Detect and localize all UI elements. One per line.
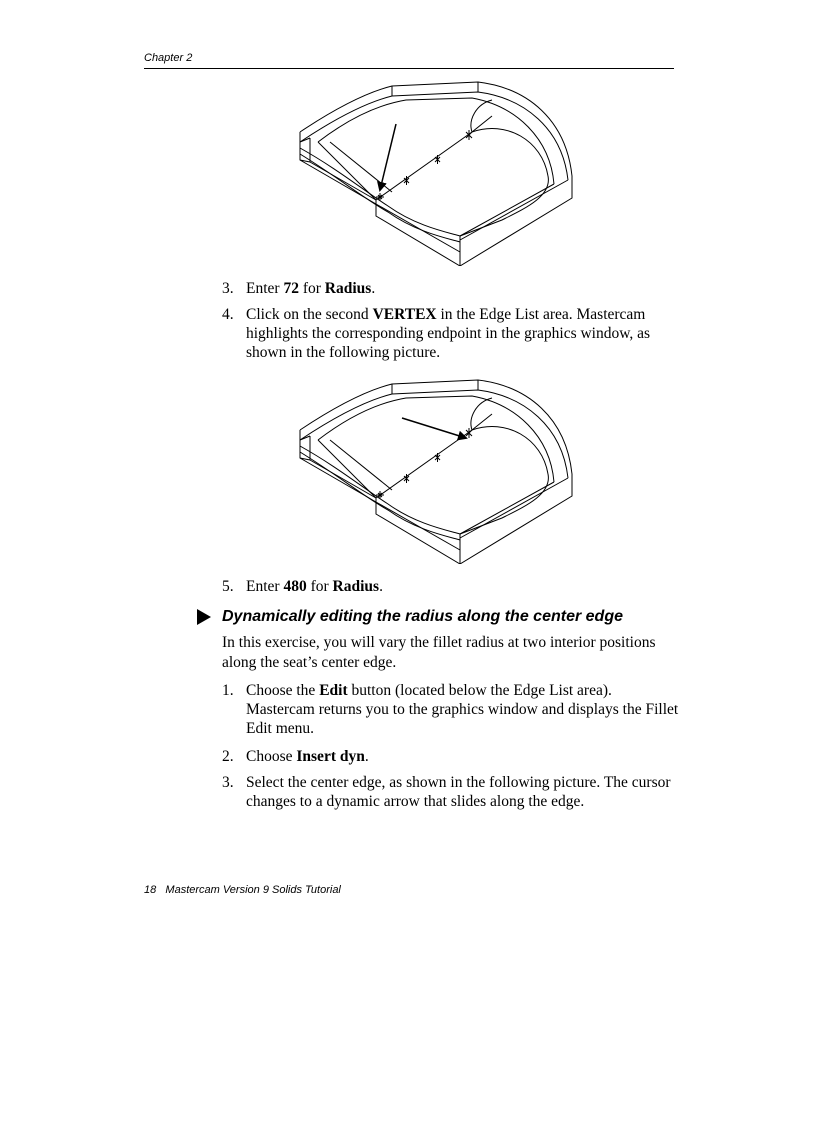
seat-solid-drawing [296,80,576,266]
figure-seat-vertex-1 [296,80,576,266]
chapter-label: Chapter 2 [144,52,193,64]
running-header [144,52,674,69]
step-text: Choose the Edit button (located below the Edge List area). Mastercam returns you to the graphics window and displays the Fillet Edit menu. [246,682,679,737]
step-choose-insert-dyn [222,747,682,767]
step-number: 2. [222,748,234,765]
step-number: 1. [222,682,234,699]
step-enter-radius-72 [222,279,682,299]
step-number: 3. [222,774,234,791]
procedure-intro: In this exercise, you will vary the fillet radius at two interior positions along the seat’s center edge. [222,634,656,671]
step-text: Enter 480 for Radius. [246,578,383,595]
page-number: 18 [144,884,157,896]
step-number: 5. [222,578,234,595]
procedure-heading [196,606,716,630]
running-footer [144,884,341,896]
procedure-title: Dynamically editing the radius along the center edge [222,608,623,625]
step-text: Choose Insert dyn. [246,748,369,765]
step-select-center-edge [222,773,682,813]
step-text: Click on the second VERTEX in the Edge List area. Mastercam highlights the corresponding endpoint in the graphics window, as shown in the following picture. [246,306,651,361]
step-text: Enter 72 for Radius. [246,280,376,297]
book-title: Mastercam Version 9 Solids Tutorial [165,884,341,896]
step-number: 4. [222,306,234,323]
step-text: Select the center edge, as shown in the following picture. The cursor changes to a dynamic arrow that slides along the edge. [246,774,671,810]
seat-solid-drawing [296,378,576,564]
step-click-second-vertex [222,305,682,365]
figure-seat-vertex-2 [296,378,576,564]
step-choose-edit [222,681,682,741]
play-triangle-icon [196,608,212,626]
step-number: 3. [222,280,234,297]
step-enter-radius-480 [222,577,682,597]
